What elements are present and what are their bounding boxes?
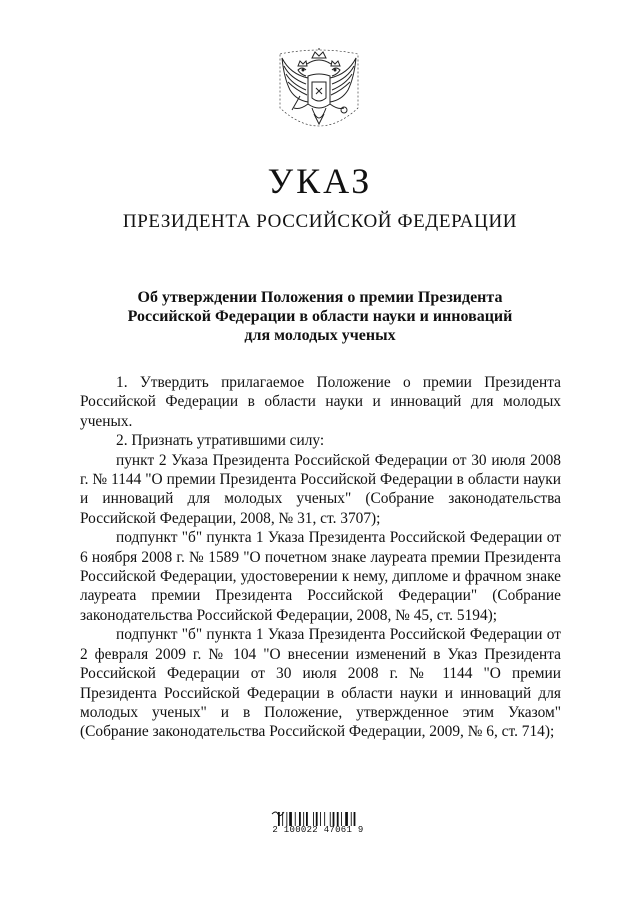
decree-paragraph: 2. Признать утратившими силу:	[116, 432, 325, 450]
decree-paragraph: подпункт "б" пункта 1 Указа Президента Российской Федерации от 2 февраля 2009 г. № 104 "О внесении изменений в Указ Президента Российской Федерации от 30 июля 2008 г. № 1144 "О премии Президента Российской Федерации в области науки и инноваций для молодых ученых" и в Положение, утвержденное этим Указом" (Собрание законодательства Российской Федерации, 2009, № 6, ст. 714);	[80, 626, 561, 741]
decree-heading	[100, 288, 540, 345]
decree-heading-line: для молодых ученых	[244, 327, 396, 344]
decree-paragraph: 1. Утвердить прилагаемое Положение о премии Президента Российской Федерации в области науки и инноваций для молодых ученых.	[80, 374, 561, 430]
decree-paragraph: пункт 2 Указа Президента Российской Федерации от 30 июля 2008 г. № 1144 "О премии Президента Российской Федерации в области науки и инноваций для молодых ученых" (Собрание законодательства Российской Федерации, 2008, № 31, ст. 3707);	[80, 451, 561, 527]
decree-paragraph: подпункт "б" пункта 1 Указа Президента Российской Федерации от 6 ноября 2008 г. № 1589 "О почетном знаке лауреата премии Президента Российской Федерации, удостоверении к нему, дипломе и фрачном знаке лауреата премии Президента Российской Федерации" (Собрание законодательства Российской Федерации, 2008, № 45, ст. 5194);	[80, 529, 561, 624]
decree-heading-line: Об утверждении Положения о премии Президента	[137, 289, 503, 306]
decree-heading-line: Российской Федерации в области науки и инноваций	[127, 308, 513, 325]
barcode-number: 2 100022 47061 9	[272, 825, 364, 835]
russian-coat-of-arms-icon	[276, 48, 362, 140]
document-title: УКАЗ	[267, 161, 373, 201]
document-subtitle: ПРЕЗИДЕНТА РОССИЙСКОЙ ФЕДЕРАЦИИ	[122, 211, 518, 232]
decree-body	[80, 373, 561, 742]
